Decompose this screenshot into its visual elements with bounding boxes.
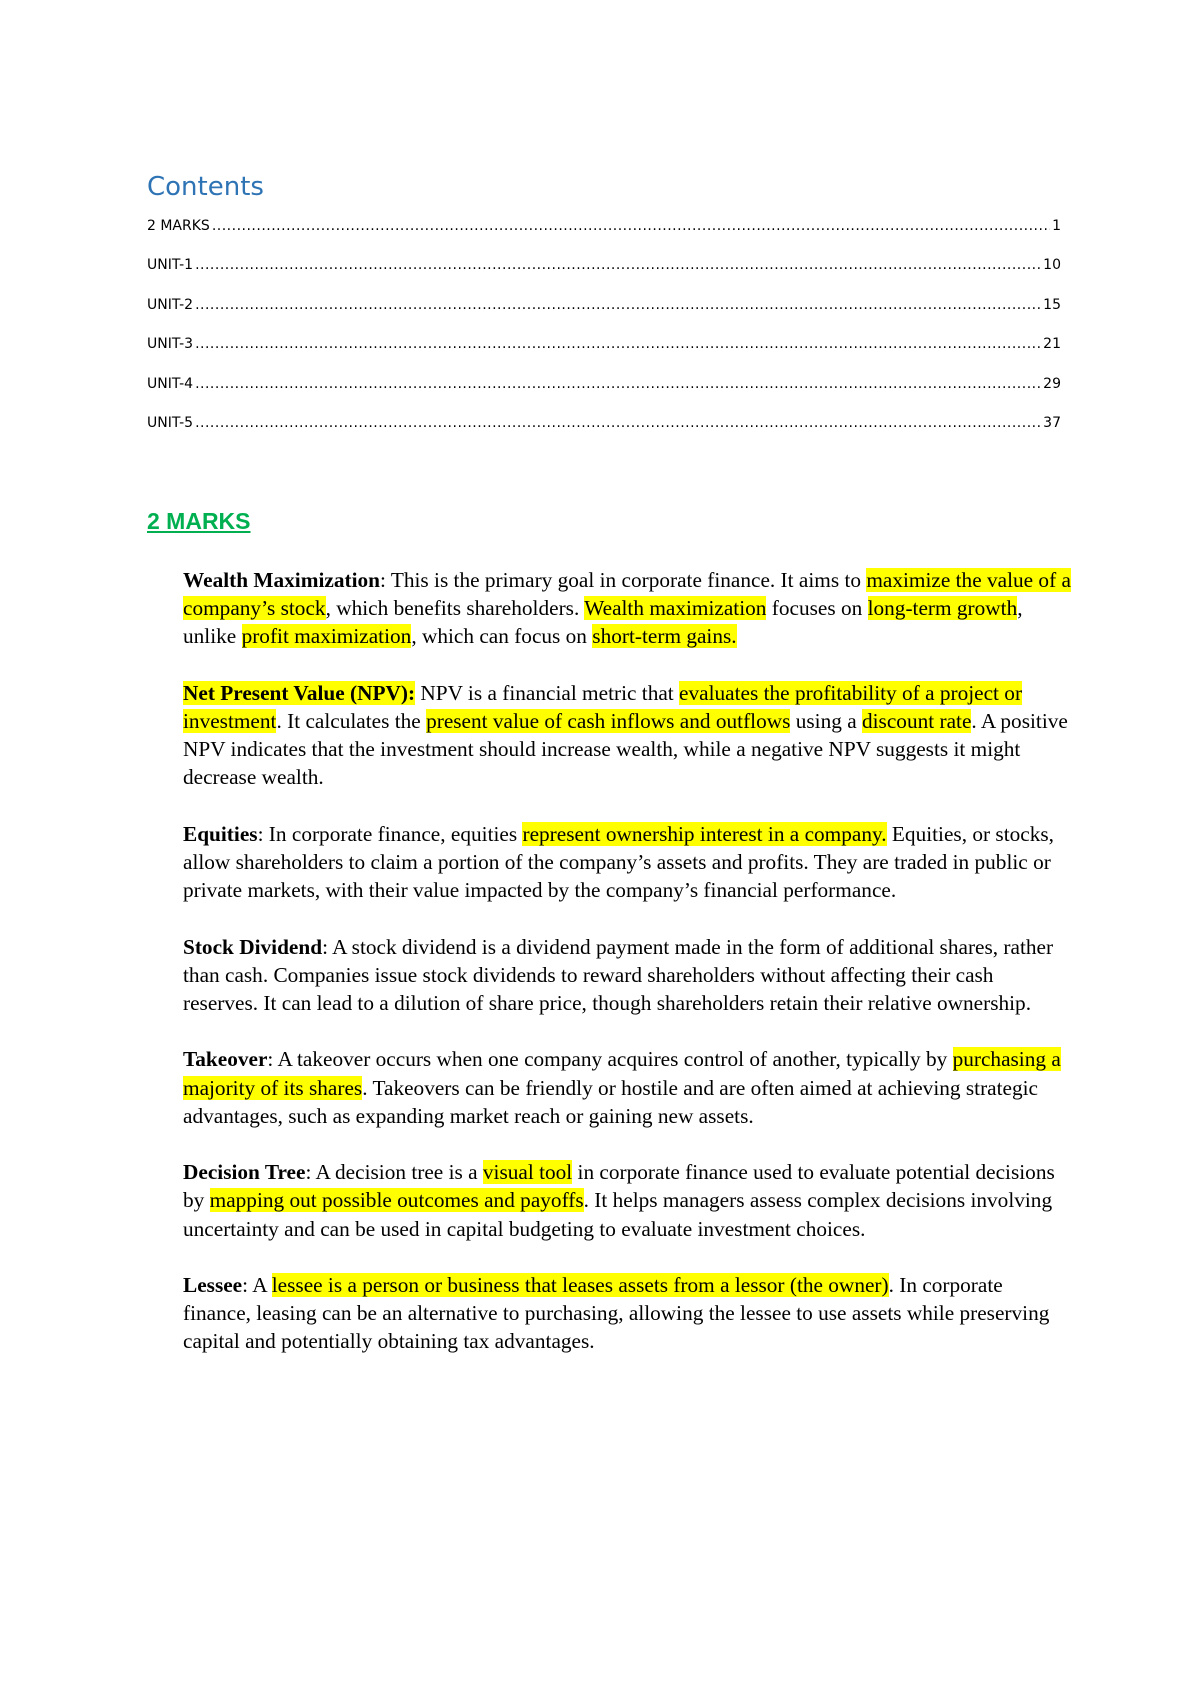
highlighted-text: represent ownership interest in a company. (522, 821, 887, 846)
highlighted-text: discount rate (861, 709, 972, 733)
toc-entry-label: UNIT-2 (147, 296, 194, 313)
definition-paragraph (183, 820, 1073, 905)
definition-text: : A takeover occurs when one company acquires control of another, typically by (267, 1047, 953, 1072)
toc-entry-page: 15 (1043, 296, 1061, 313)
highlighted-text: visual tool (482, 1160, 573, 1185)
toc-dot-leader (195, 295, 1041, 315)
toc-entry[interactable] (147, 255, 1061, 294)
toc-entry-label: 2 MARKS (147, 218, 210, 234)
toc-entry[interactable] (147, 374, 1061, 413)
definition-term: Stock Dividend (183, 934, 323, 959)
definition-text: , unlike (183, 596, 1023, 649)
highlighted-text: Wealth maximization (584, 596, 767, 621)
toc-entry-page: 29 (1043, 375, 1061, 392)
definition-text: . Takeovers can be friendly or hostile and are often aimed at achieving strategic advantages, such as expanding market reach or gaining new assets. (183, 1075, 1039, 1128)
toc-entry-label: UNIT-1 (147, 257, 194, 274)
toc-entry[interactable] (147, 295, 1061, 334)
toc-entry-label: UNIT-4 (147, 375, 194, 392)
toc-dot-leader (212, 216, 1050, 236)
definition-paragraph (183, 1271, 1073, 1356)
toc-dot-leader (195, 255, 1041, 275)
definition-term: Lessee (183, 1272, 243, 1297)
toc-entry-page: 21 (1043, 336, 1061, 353)
highlighted-text: profit maximization (241, 624, 412, 649)
definition-text: : A (242, 1272, 272, 1297)
toc-entry-label: UNIT-3 (147, 336, 194, 353)
table-of-contents (147, 216, 1061, 452)
toc-entry-label: UNIT-5 (147, 414, 194, 431)
definition-paragraph (183, 933, 1073, 1018)
definitions-list (183, 566, 1073, 1384)
definition-text: . It helps managers assess complex decisions involving uncertainty and can be used in capital budgeting to evaluate investment choices. (183, 1188, 1053, 1241)
toc-dot-leader (195, 413, 1041, 433)
toc-entry[interactable] (147, 216, 1061, 255)
definition-paragraph (183, 679, 1073, 792)
toc-entry[interactable] (147, 413, 1061, 452)
definition-text: NPV is a financial metric that (415, 680, 680, 705)
definition-text: : A decision tree is a (305, 1160, 483, 1185)
definition-text: , which can focus on (411, 624, 593, 649)
definition-term: Wealth Maximization (183, 568, 380, 592)
definition-term: Equities (183, 821, 258, 846)
definition-text: : This is the primary goal in corporate finance. It aims to (379, 568, 867, 592)
definition-text: . A positive NPV indicates that the investment should increase wealth, while a negative NPV suggests it might decrease wealth. (183, 709, 1068, 790)
definition-term: Decision Tree (183, 1160, 306, 1185)
toc-entry[interactable] (147, 334, 1061, 373)
definition-text: Equities, or stocks, allow shareholders to claim a portion of the company’s assets and profits. They are traded in public or private markets, with their value impacted by the company’s financial performance. (183, 821, 1054, 903)
definition-text: : A stock dividend is a dividend payment made in the form of additional shares, rather than cash. Companies issue stock dividends to reward shareholders without affecting their cash reserves. It can lead to a dilution of share price, though shareholders retain their relative ownership. (183, 934, 1054, 1015)
highlighted-text: long-term growth (867, 596, 1018, 621)
section-heading: 2 MARKS (147, 508, 251, 534)
definition-paragraph (183, 566, 1073, 651)
highlighted-text: lessee is a person or business that leases assets from a lessor (the owner) (271, 1272, 889, 1297)
highlighted-text: mapping out possible outcomes and payoffs (209, 1188, 584, 1213)
definition-text: . In corporate finance, leasing can be an alternative to purchasing, allowing the lessee to use assets while preserving capital and potentially obtaining tax advantages. (183, 1272, 1050, 1354)
definition-text: . It calculates the (276, 709, 427, 733)
toc-entry-page: 37 (1043, 414, 1061, 431)
definition-term: Takeover (183, 1047, 268, 1072)
definition-text: in corporate finance used to evaluate potential decisions by (183, 1160, 1055, 1213)
definition-text: : In corporate finance, equities (257, 821, 523, 846)
definition-paragraph (183, 1045, 1073, 1130)
toc-dot-leader (195, 334, 1041, 354)
highlighted-text: maximize the value of a company’s stock (183, 568, 1071, 621)
toc-heading: Contents (147, 172, 264, 202)
definition-text: , which benefits shareholders. (325, 596, 585, 621)
definition-text: using a (790, 709, 862, 733)
definition-term: Net Present Value (NPV): (183, 680, 416, 705)
definition-paragraph (183, 1158, 1073, 1243)
toc-entry-page: 1 (1052, 218, 1061, 234)
toc-dot-leader (195, 374, 1041, 394)
highlighted-text: evaluates the profitability of a project or investment (183, 680, 1023, 733)
highlighted-text: present value of cash inflows and outflows (426, 709, 791, 733)
definition-text: focuses on (766, 596, 868, 621)
highlighted-text: purchasing a majority of its shares (183, 1047, 1061, 1100)
highlighted-text: short-term gains. (592, 624, 737, 649)
toc-entry-page: 10 (1043, 257, 1061, 274)
